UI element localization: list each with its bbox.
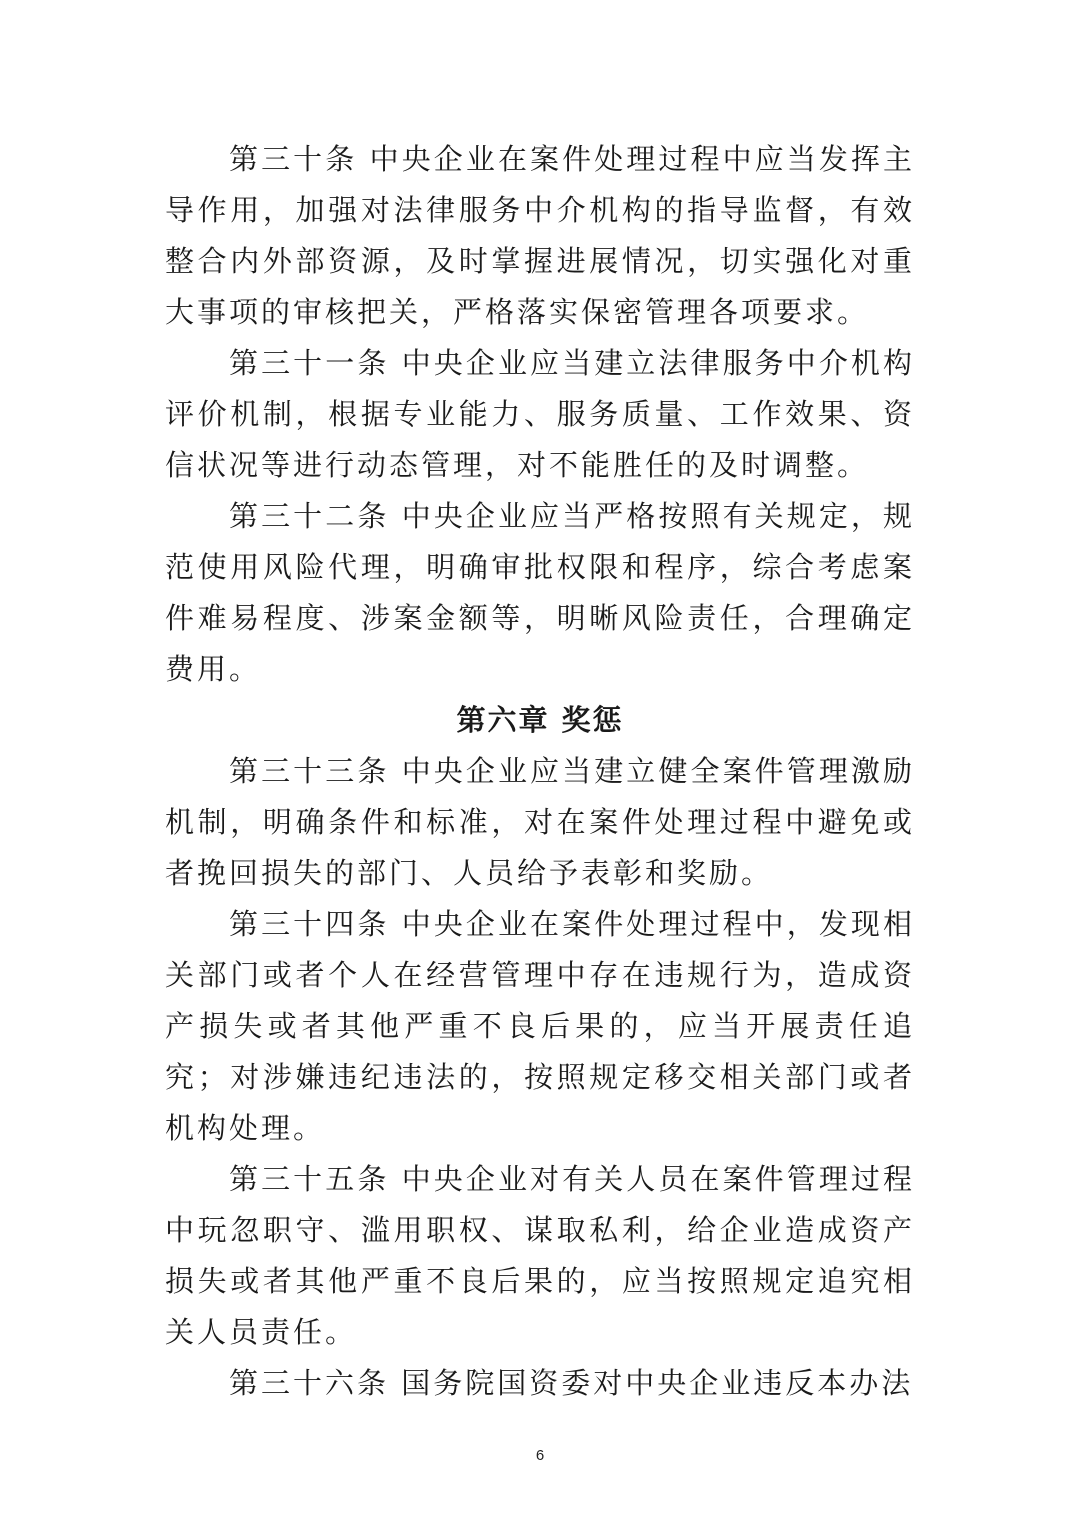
article-36: 第三十六条 国务院国资委对中央企业违反本办法 <box>229 1366 914 1400</box>
article-32: 第三十二条 中央企业应当严格按照有关规定，规范使用风险代理，明确审批权限和程序，综合考虑案件难易程度、涉案金额等，明晰风险责任，合理确定费用。 <box>165 499 915 686</box>
article-30: 第三十条 中央企业在案件处理过程中应当发挥主导作用，加强对法律服务中介机构的指导监督，有效整合内外部资源，及时掌握进展情况，切实强化对重大事项的审核把关，严格落实保密管理各项要求。 <box>165 142 915 329</box>
article-35: 第三十五条 中央企业对有关人员在案件管理过程中玩忽职守、滥用职权、谋取私利，给企业造成资产损失或者其他严重不良后果的，应当按照规定追究相关人员责任。 <box>165 1162 915 1349</box>
article-33: 第三十三条 中央企业应当建立健全案件管理激励机制，明确条件和标准，对在案件处理过程中避免或者挽回损失的部门、人员给予表彰和奖励。 <box>165 754 915 890</box>
document-body <box>165 134 915 1409</box>
article-31: 第三十一条 中央企业应当建立法律服务中介机构评价机制，根据专业能力、服务质量、工作效果、资信状况等进行动态管理，对不能胜任的及时调整。 <box>165 346 915 482</box>
article-34: 第三十四条 中央企业在案件处理过程中，发现相关部门或者个人在经营管理中存在违规行为，造成资产损失或者其他严重不良后果的，应当开展责任追究；对涉嫌违纪违法的，按照规定移交相关部门或者机构处理。 <box>165 907 915 1145</box>
page-number: 6 <box>535 1447 545 1464</box>
chapter-heading: 第六章 奖惩 <box>456 703 624 737</box>
